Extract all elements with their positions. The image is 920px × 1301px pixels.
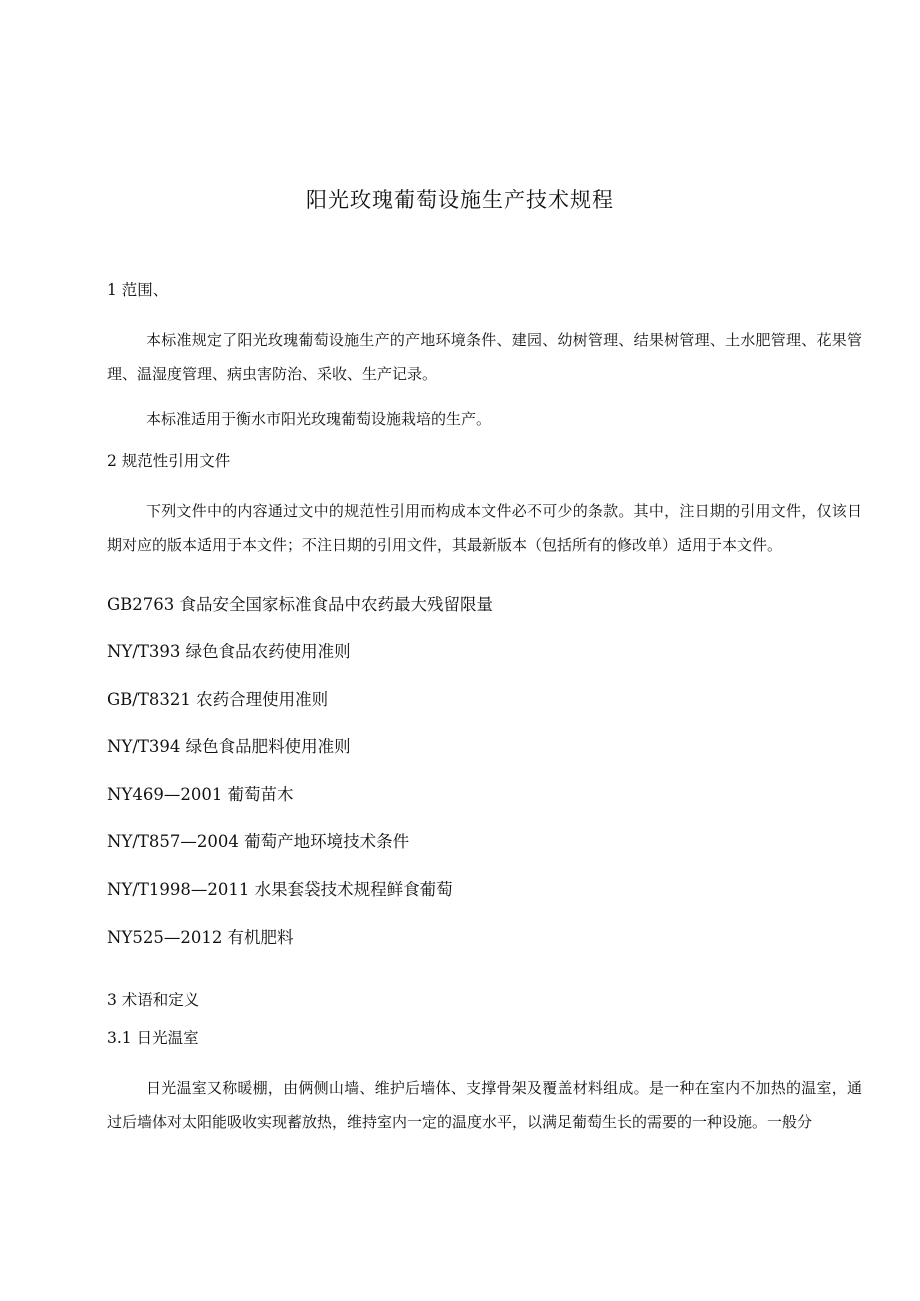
reference-item: NY525—2012 有机肥料 — [107, 928, 294, 947]
reference-item: GB2763 食品安全国家标准食品中农药最大残留限量 — [107, 595, 494, 614]
terms-paragraph-1: 日光温室又称暖棚，由俩侧山墙、维护后墙体、支撑骨架及覆盖材料组成。是一种在室内不加热的温室，通过后墙体对太阳能吸收实现蓄放热，维持室内一定的温度水平，以满足葡萄生长的需要的一种设施。一般分 — [107, 1079, 862, 1131]
scope-paragraph-2: 本标准适用于衡水市阳光玫瑰葡萄设施栽培的生产。 — [146, 410, 492, 428]
reference-item: NY/T394 绿色食品肥料使用准则 — [107, 737, 351, 756]
normative-paragraph-1: 下列文件中的内容通过文中的规范性引用而构成本文件必不可少的条款。其中，注日期的引用文件，仅该日期对应的版本适用于本文件；不注日期的引用文件，其最新版本（包括所有的修改单）适用于本文件。 — [107, 502, 862, 554]
reference-item: NY/T393 绿色食品农药使用准则 — [107, 642, 351, 661]
section-heading-terms: 3 术语和定义 — [107, 991, 200, 1009]
reference-item: GB/T8321 农药合理使用准则 — [107, 690, 329, 709]
scope-paragraph-1: 本标准规定了阳光玫瑰葡萄设施生产的产地环境条件、建园、幼树管理、结果树管理、土水肥管理、花果管理、温湿度管理、病虫害防治、采收、生产记录。 — [107, 331, 862, 383]
reference-item: NY/T1998—2011 水果套袋技术规程鲜食葡萄 — [107, 880, 453, 899]
reference-item: NY/T857—2004 葡萄产地环境技术条件 — [107, 832, 410, 851]
reference-item: NY469—2001 葡萄苗木 — [107, 785, 294, 804]
document-title: 阳光玫瑰葡萄设施生产技术规程 — [306, 188, 614, 212]
subsection-heading-3-1: 3.1 日光温室 — [107, 1029, 199, 1047]
section-heading-normative: 2 规范性引用文件 — [107, 452, 231, 470]
section-heading-scope: 1 范围、 — [107, 281, 169, 299]
